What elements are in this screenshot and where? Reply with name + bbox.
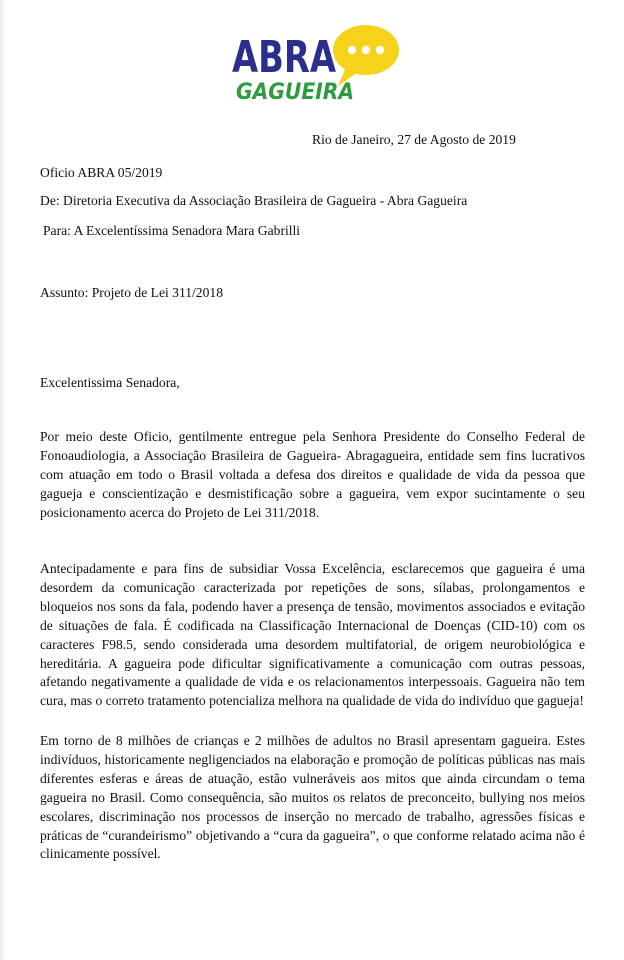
letter-paragraph-2: Antecipadamente e para fins de subsidiar Vossa Excelência, esclarecemos que gagueira é uma desordem da comunicação caracterizada por repetições de sons, sílabas, prolongamentos e bloqueios nos sons da fala, podendo haver a presença de tensão, movimentos associados e evitação de situações de fala. É codificada na Classificação Internacional de Doenças (CID-10) com os caracteres F98.5, sendo considerada uma desordem multifatorial, de origem neurobiológica e hereditária. A gagueira pode dificultar significativamente a comunicação com outras pessoas, afetando negativamente a qualidade de vida e os relacionamentos interpessoais. Gagueira não tem cura, mas o correto tratamento potencializa melhora na qualidade de vida do indivíduo que gagueja! bbox=[40, 561, 585, 709]
logo-word-abra: ABRA bbox=[232, 32, 336, 83]
letter-office-number: Oficio ABRA 05/2019 bbox=[40, 165, 163, 180]
letter-subject: Assunto: Projeto de Lei 311/2018 bbox=[40, 285, 223, 300]
page-shadow bbox=[0, 0, 6, 960]
speech-bubble-icon bbox=[333, 25, 399, 86]
letter-salutation: Excelentissima Senadora, bbox=[40, 375, 180, 390]
abra-gagueira-logo bbox=[228, 12, 408, 107]
letter-paragraph-3: Em torno de 8 milhões de crianças e 2 milhões de adultos no Brasil apresentam gagueira. Estes indivíduos, historicamente negligenciados na elaboração e promoção de políticas públicas nas mais diferentes esferas e áreas de atuação, estão vulneráveis aos mitos que ainda circundam o tema gagueira no Brasil. Como consequência, são muitos os relatos de preconceito, bullying nos meios escolares, discriminação nos processos de inserção no mercado de trabalho, agressões físicas e práticas de “curandeirismo” objetivando a “cura da gagueira”, o que conforme relatado acima não é clinicamente possível. bbox=[40, 733, 585, 862]
letter-date: Rio de Janeiro, 27 de Agosto de 2019 bbox=[312, 132, 516, 147]
letter-paragraph-1: Por meio deste Oficio, gentilmente entregue pela Senhora Presidente do Conselho Federal de Fonoaudiologia, a Associação Brasileira de Gagueira- Abragagueira, entidade sem fins lucrativos com atuação em todo o Brasil voltada a defesa dos direitos e qualidade de vida da pessoa que gagueja e conscientização e desmistificação sobre a gagueira, vem expor sucintamente o seu posicionamento acerca do Projeto de Lei 311/2018. bbox=[40, 429, 585, 520]
logo-word-gagueira: GAGUEIRA bbox=[236, 80, 354, 105]
letter-to: Para: A Excelentíssima Senadora Mara Gabrilli bbox=[43, 223, 301, 238]
letter-from: De: Diretoria Executiva da Associação Brasileira de Gagueira - Abra Gagueira bbox=[40, 193, 468, 208]
